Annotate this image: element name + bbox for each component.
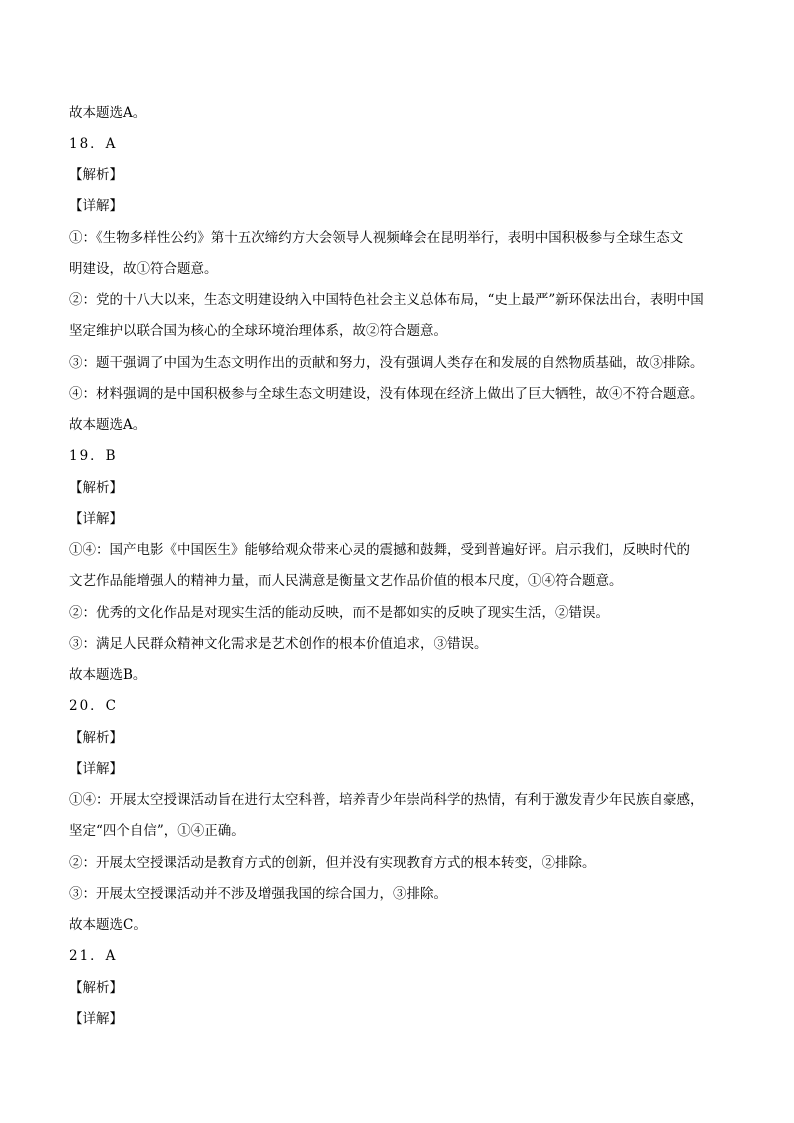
question-19-conclusion: 故本题选B。 <box>69 667 147 683</box>
question-19-paragraph: ③：满足人民群众精神文化需求是艺术创作的根本价值追求，③错误。 <box>69 636 488 652</box>
question-21-analysis-heading: 【解析】 <box>69 980 123 996</box>
question-18-paragraph: ④：材料强调的是中国积极参与全球生态文明建设，没有体现在经济上做出了巨大牺牲，故④不符合题意。 <box>69 386 704 402</box>
question-21-number: 21．A <box>69 948 118 964</box>
question-19-paragraph: ②：优秀的文化作品是对现实生活的能动反映，而不是都如实的反映了现实生活，②错误。 <box>69 605 609 621</box>
question-20-number: 20．C <box>69 698 119 714</box>
question-18-paragraph: 坚定维护以联合国为核心的全球环境治理体系，故②符合题意。 <box>69 323 447 339</box>
question-20-paragraph: ③：开展太空授课活动并不涉及增强我国的综合国力，③排除。 <box>69 886 447 902</box>
question-20-detail-heading: 【详解】 <box>69 761 123 777</box>
question-18-conclusion: 故本题选A。 <box>69 417 147 433</box>
question-18-paragraph: ①：《生物多样性公约》第十五次缔约方大会领导人视频峰会在昆明举行，表明中国积极参与全球生态文 <box>69 230 684 246</box>
question-20-analysis-heading: 【解析】 <box>69 730 123 746</box>
question-20-paragraph: ①④：开展太空授课活动旨在进行太空科普，培养青少年崇尚科学的热情，有利于激发青少年民族自豪感， <box>69 792 704 808</box>
question-18-detail-heading: 【详解】 <box>69 198 123 214</box>
question-19-detail-heading: 【详解】 <box>69 511 123 527</box>
conclusion-17: 故本题选A。 <box>69 105 147 121</box>
question-20-conclusion: 故本题选C。 <box>69 917 147 933</box>
question-18-analysis-heading: 【解析】 <box>69 167 123 183</box>
question-18-number: 18．A <box>69 136 118 152</box>
question-18-paragraph: 明建设，故①符合题意。 <box>69 261 218 277</box>
question-20-paragraph: ②：开展太空授课活动是教育方式的创新，但并没有实现教育方式的根本转变，②排除。 <box>69 855 596 871</box>
question-19-paragraph: 文艺作品能增强人的精神力量，而人民满意是衡量文艺作品价值的根本尺度，①④符合题意。 <box>69 573 623 589</box>
question-18-paragraph: ③：题干强调了中国为生态文明作出的贡献和努力，没有强调人类存在和发展的自然物质基础，故③排除。 <box>69 355 704 371</box>
question-19-number: 19．B <box>69 448 118 464</box>
question-21-detail-heading: 【详解】 <box>69 1011 123 1027</box>
question-18-paragraph: ②：党的十八大以来，生态文明建设纳入中国特色社会主义总体布局，“史上最严”新环保法出台，表明中国 <box>69 292 704 308</box>
question-19-paragraph: ①④：国产电影《中国医生》能够给观众带来心灵的震撼和鼓舞，受到普遍好评。启示我们，反映时代的 <box>69 542 690 558</box>
question-20-paragraph: 坚定“四个自信”，①④正确。 <box>69 823 245 839</box>
question-19-analysis-heading: 【解析】 <box>69 480 123 496</box>
